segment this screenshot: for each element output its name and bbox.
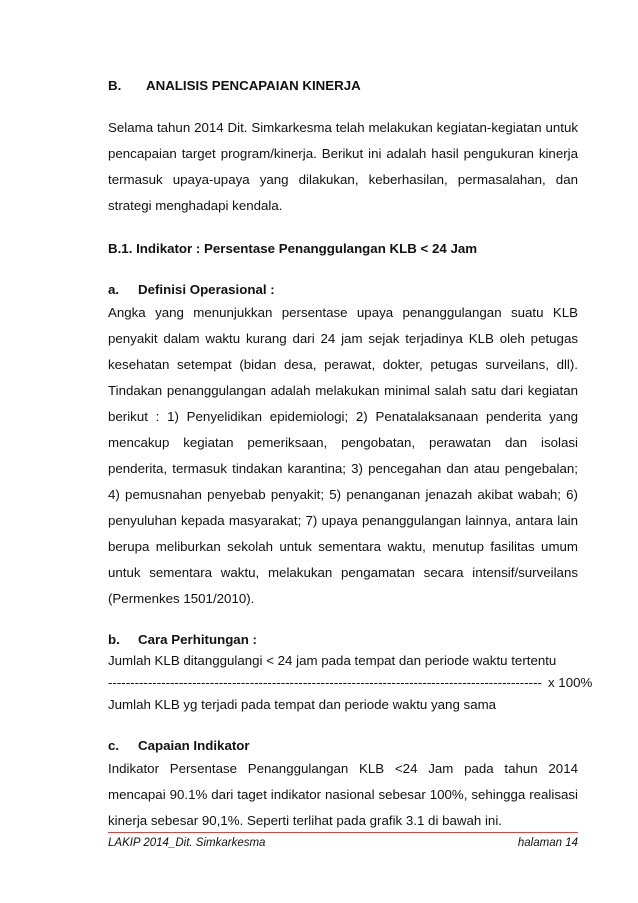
definition-number: a. <box>108 282 120 297</box>
formula-divider: -------------------------------------------------------------------------------------------------- <box>108 675 542 690</box>
achievement-title: Capaian Indikator <box>138 738 250 753</box>
calculation-number: b. <box>108 632 120 647</box>
page-footer <box>108 832 578 849</box>
footer-document-title: LAKIP 2014_Dit. Simkarkesma <box>108 837 266 849</box>
section-number: B. <box>108 78 122 93</box>
formula-denominator: Jumlah KLB yg terjadi pada tempat dan periode waktu yang sama <box>108 697 497 712</box>
formula-divider-line <box>108 672 593 694</box>
achievement-paragraph: Indikator Persentase Penanggulangan KLB <24 Jam pada tahun 2014 mencapai 90.1% dari taget indikator nasional sebesar 100%, sehingga realisasi kinerja sebesar 90,1%. Seperti terlihat pada grafik 3.1 di bawah ini. <box>108 761 578 828</box>
formula-numerator: Jumlah KLB ditanggulangi < 24 jam pada tempat dan periode waktu tertentu <box>108 653 557 668</box>
section-heading <box>108 76 578 96</box>
achievement-heading <box>108 736 578 756</box>
definition-heading <box>108 280 578 300</box>
definition-title: Definisi Operasional : <box>138 282 275 297</box>
definition-paragraph: Angka yang menunjukkan persentase upaya penanggulangan suatu KLB penyakit dalam waktu kurang dari 24 jam sejak terjadinya KLB oleh petugas kesehatan setempat (bidan desa, perawat, dokter, petugas surveilans, dll). Tindakan penanggulangan adalah melakukan minimal salah satu dari kegiatan berikut : 1) Penyelidikan epidemiologi; 2) Penatalaksanaan penderita yang mencakup kegiatan pemeriksaan, pengobatan, perawatan dan isolasi penderita, termasuk tindakan karantina; 3) pencegahan dan atau pengebalan; 4) pemusnahan penyebab penyakit; 5) penanganan jenazah akibat wabah; 6) penyuluhan kepada masyarakat; 7) upaya penanggulangan lainnya, antara lain berupa meliburkan sekolah untuk sementara waktu, menutup fasilitas umum untuk sementara waktu, melakukan pengamatan secara intensif/surveilans (Permenkes 1501/2010). <box>108 305 578 606</box>
achievement-number: c. <box>108 738 120 753</box>
formula-multiplier: x 100% <box>547 675 593 690</box>
calculation-title: Cara Perhitungan : <box>138 632 257 647</box>
page-content <box>108 76 593 834</box>
indicator-title: B.1. Indikator : Persentase Penanggulangan KLB < 24 Jam <box>108 241 478 256</box>
section-title: ANALISIS PENCAPAIAN KINERJA <box>146 78 361 93</box>
calculation-heading <box>108 630 578 650</box>
intro-paragraph: Selama tahun 2014 Dit. Simkarkesma telah melakukan kegiatan-kegiatan untuk pencapaian target program/kinerja. Berikut ini adalah hasil pengukuran kinerja termasuk upaya-upaya yang dilakukan, keberhasilan, permasalahan, dan strategi menghadapi kendala. <box>108 120 578 213</box>
footer-page-number: halaman 14 <box>517 837 578 849</box>
